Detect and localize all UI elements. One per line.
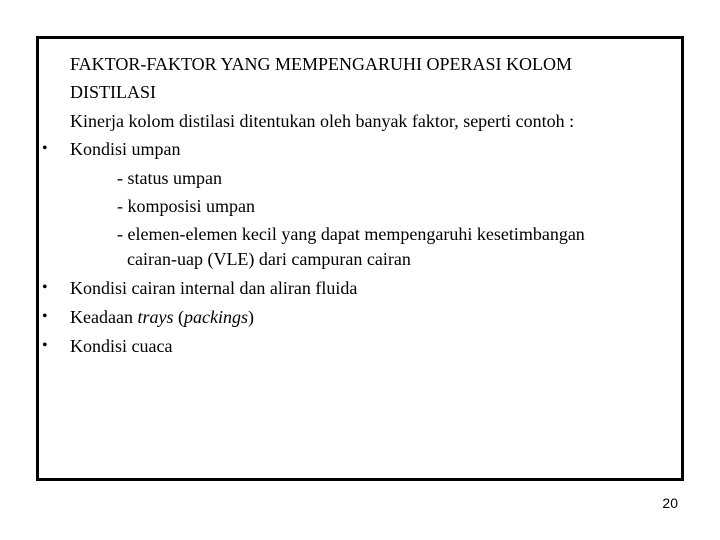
bullet-item-kondisi-umpan: Kondisi umpan <box>70 139 181 159</box>
keadaan-text: Keadaan <box>70 307 138 327</box>
packings-text: packings <box>183 307 248 327</box>
intro-text: Kinerja kolom distilasi ditentukan oleh banyak faktor, seperti contoh : <box>70 111 575 131</box>
bullet-icon: • <box>42 337 48 354</box>
subitem-continuation: cairan-uap (VLE) dari campuran cairan <box>127 249 411 269</box>
slide-title-line-2: DISTILASI <box>70 82 156 102</box>
page-number: 20 <box>662 495 678 511</box>
subitem-komposisi-umpan: - komposisi umpan <box>117 196 255 216</box>
bullet-item-kondisi-cairan: Kondisi cairan internal dan aliran fluida <box>70 278 358 298</box>
bullet-icon: • <box>42 140 48 157</box>
trays-text: trays <box>137 307 174 327</box>
bullet-icon: • <box>42 279 48 296</box>
paren-open-text: ( <box>173 307 184 327</box>
paren-close-text: ) <box>247 307 254 327</box>
bullet-icon: • <box>42 308 48 325</box>
slide-title-line-1: FAKTOR-FAKTOR YANG MEMPENGARUHI OPERASI KOLOM <box>70 54 573 74</box>
subitem-elemen-kecil: - elemen-elemen kecil yang dapat mempengaruhi kesetimbangan <box>117 224 585 244</box>
bullet-item-keadaan-trays <box>70 305 254 329</box>
subitem-status-umpan: - status umpan <box>117 168 222 188</box>
bullet-item-kondisi-cuaca: Kondisi cuaca <box>70 336 173 356</box>
